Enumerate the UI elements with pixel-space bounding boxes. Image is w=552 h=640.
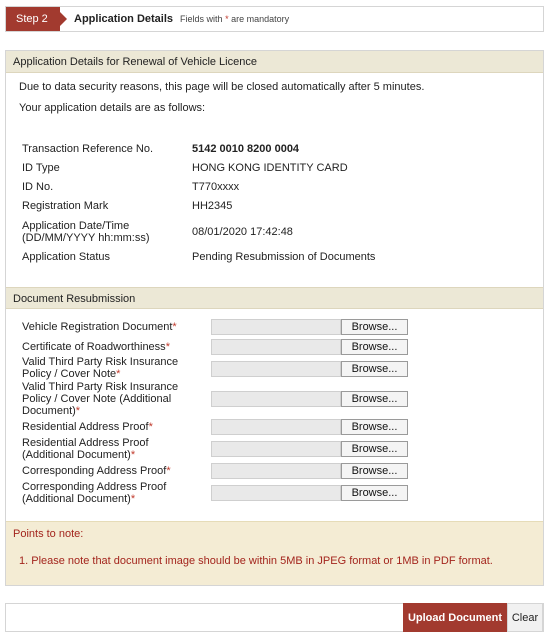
file-path-field[interactable] xyxy=(211,463,341,479)
details-intro: Your application details are as follows: xyxy=(19,102,206,114)
required-asterisk: * xyxy=(75,405,81,417)
required-asterisk: * xyxy=(172,321,177,333)
clear-button[interactable]: Clear xyxy=(507,603,543,632)
detail-row-registration-mark xyxy=(22,200,532,212)
browse-button[interactable]: Browse... xyxy=(341,391,408,407)
file-path-field[interactable] xyxy=(211,485,341,501)
browse-button[interactable]: Browse... xyxy=(341,319,408,335)
mandatory-note-prefix: Fields with xyxy=(180,14,223,24)
required-asterisk: * xyxy=(116,368,121,380)
upload-label xyxy=(22,381,200,417)
file-path-field[interactable] xyxy=(211,419,341,435)
mandatory-note xyxy=(180,14,289,24)
upload-label xyxy=(22,437,200,461)
detail-label: Registration Mark xyxy=(22,200,109,212)
upload-label xyxy=(22,421,200,433)
file-path-field[interactable] xyxy=(211,391,341,407)
file-path-field[interactable] xyxy=(211,319,341,335)
upload-label-text: Corresponding Address Proof xyxy=(22,465,167,477)
upload-label-text: Residential Address Proof xyxy=(22,421,149,433)
detail-value: T770xxxx xyxy=(192,181,240,193)
upload-label xyxy=(22,465,200,477)
detail-value: 5142 0010 8200 0004 xyxy=(192,143,300,155)
upload-label xyxy=(22,321,200,333)
detail-value: HONG KONG IDENTITY CARD xyxy=(192,162,348,174)
detail-row-application-status xyxy=(22,251,532,263)
step-title: Application Details xyxy=(74,13,174,25)
notes-title: Points to note: xyxy=(13,528,84,540)
action-bar xyxy=(5,603,544,632)
step-badge: Step 2 xyxy=(6,7,60,31)
resubmission-heading: Document Resubmission xyxy=(6,287,543,309)
browse-button[interactable]: Browse... xyxy=(341,463,408,479)
upload-label xyxy=(22,356,200,380)
browse-button[interactable]: Browse... xyxy=(341,361,408,377)
note-item: 1. Please note that document image should be within 5MB in JPEG format or 1MB in PDF format. xyxy=(19,555,493,567)
required-asterisk: * xyxy=(225,14,229,24)
detail-row-id-type xyxy=(22,162,532,174)
required-asterisk: * xyxy=(165,341,170,353)
application-panel xyxy=(5,50,544,586)
points-to-note xyxy=(6,521,543,585)
detail-value: HH2345 xyxy=(192,200,233,212)
file-path-field[interactable] xyxy=(211,339,341,355)
mandatory-note-suffix: are mandatory xyxy=(231,14,290,24)
resubmission-section xyxy=(6,287,543,309)
upload-document-button[interactable]: Upload Document xyxy=(403,603,507,632)
detail-label: ID No. xyxy=(22,181,54,193)
detail-label: Transaction Reference No. xyxy=(22,143,154,155)
detail-row-id-no xyxy=(22,181,532,193)
details-heading: Application Details for Renewal of Vehicle Licence xyxy=(6,51,543,73)
browse-button[interactable]: Browse... xyxy=(341,339,408,355)
step-indicator xyxy=(5,6,544,32)
detail-value: Pending Resubmission of Documents xyxy=(192,251,376,263)
browse-button[interactable]: Browse... xyxy=(341,419,408,435)
upload-label-text: Residential Address Proof (Additional Document) xyxy=(22,437,149,461)
required-asterisk: * xyxy=(166,465,171,477)
file-path-field[interactable] xyxy=(211,361,341,377)
detail-label: ID Type xyxy=(22,162,60,174)
required-asterisk: * xyxy=(148,421,153,433)
upload-label xyxy=(22,481,172,505)
detail-row-transaction-ref xyxy=(22,143,532,155)
detail-label: Application Status xyxy=(22,251,111,263)
upload-label-text: Corresponding Address Proof (Additional Document) xyxy=(22,481,167,505)
upload-label-text: Valid Third Party Risk Insurance Policy / Cover Note xyxy=(22,356,179,380)
required-asterisk: * xyxy=(130,449,136,461)
browse-button[interactable]: Browse... xyxy=(341,441,408,457)
detail-row-application-datetime xyxy=(22,220,532,244)
detail-label: Application Date/Time (DD/MM/YYYY hh:mm:ss) xyxy=(22,220,150,244)
upload-label-text: Valid Third Party Risk Insurance Policy / Cover Note (Additional Document) xyxy=(22,381,179,417)
security-notice: Due to data security reasons, this page will be closed automatically after 5 minutes. xyxy=(19,81,425,93)
file-path-field[interactable] xyxy=(211,441,341,457)
detail-value: 08/01/2020 17:42:48 xyxy=(192,226,293,238)
required-asterisk: * xyxy=(130,493,136,505)
upload-label xyxy=(22,341,200,353)
browse-button[interactable]: Browse... xyxy=(341,485,408,501)
upload-label-text: Certificate of Roadworthiness xyxy=(22,341,166,353)
upload-label-text: Vehicle Registration Document xyxy=(22,321,173,333)
